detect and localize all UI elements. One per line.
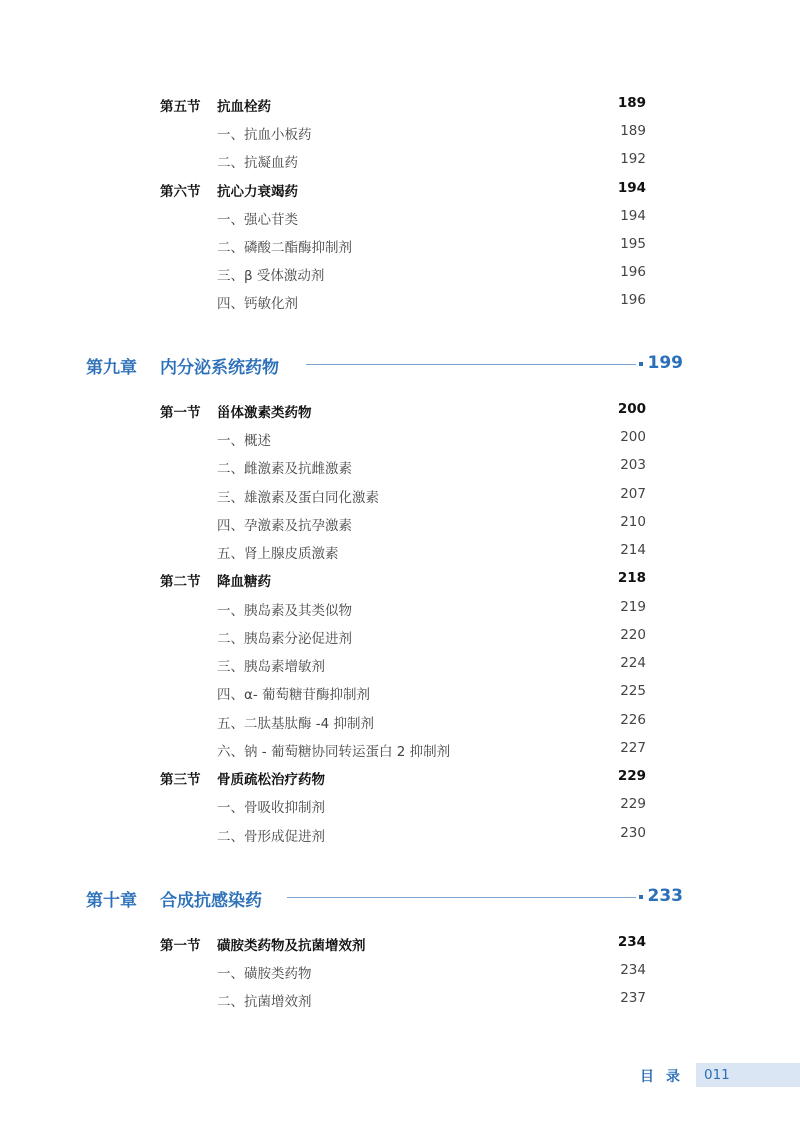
section-label: 第五节 [160, 99, 201, 115]
item-title: 二、抗凝血药 [217, 155, 298, 171]
item-page-number: 195 [620, 236, 646, 252]
item-title: 二、磷酸二酯酶抑制剂 [217, 240, 352, 256]
item-page-number: 210 [620, 514, 646, 530]
item-page-number: 194 [620, 208, 646, 224]
item-title: 四、钙敏化剂 [217, 296, 298, 312]
item-title: 一、抗血小板药 [217, 127, 312, 143]
section-label: 第二节 [160, 574, 201, 590]
chapter-leader-line [287, 897, 636, 898]
item-page-number: 226 [620, 712, 646, 728]
item-page-number: 207 [620, 486, 646, 502]
item-page-number: 196 [620, 292, 646, 308]
chapter-page-number: 233 [647, 886, 683, 906]
section-page-number: 218 [617, 570, 646, 586]
section-title: 甾体激素类药物 [217, 405, 312, 421]
section-page-number: 229 [617, 768, 646, 784]
item-page-number: 189 [620, 123, 646, 139]
item-page-number: 225 [620, 683, 646, 699]
section-title: 骨质疏松治疗药物 [217, 772, 325, 788]
footer-section-label: 目录 [640, 1069, 692, 1085]
section-title: 抗心力衰竭药 [217, 184, 298, 200]
item-page-number: 229 [620, 796, 646, 812]
chapter-leader-dot [639, 895, 643, 899]
item-title: 一、胰岛素及其类似物 [217, 603, 352, 619]
chapter-leader-dot [639, 362, 643, 366]
section-label: 第一节 [160, 405, 201, 421]
section-page-number: 189 [617, 95, 646, 111]
item-page-number: 237 [620, 990, 646, 1006]
item-title: 五、二肽基肽酶 -4 抑制剂 [217, 716, 375, 732]
item-title: 五、肾上腺皮质激素 [217, 546, 339, 562]
item-page-number: 200 [620, 429, 646, 445]
footer-page-number: 011 [704, 1067, 730, 1083]
item-title: 二、雌激素及抗雌激素 [217, 461, 352, 477]
chapter-label: 第十章 [86, 891, 137, 911]
item-page-number: 227 [620, 740, 646, 756]
section-title: 抗血栓药 [217, 99, 271, 115]
item-title: 二、骨形成促进剂 [217, 829, 325, 845]
chapter-label: 第九章 [86, 358, 137, 378]
item-title: 二、胰岛素分泌促进剂 [217, 631, 352, 647]
section-page-number: 234 [617, 934, 646, 950]
item-title: 三、雄激素及蛋白同化激素 [217, 490, 379, 506]
item-page-number: 234 [620, 962, 646, 978]
item-title: 四、α- 葡萄糖苷酶抑制剂 [217, 687, 371, 703]
section-page-number: 194 [617, 180, 646, 196]
item-title: 四、孕激素及抗孕激素 [217, 518, 352, 534]
item-title: 二、抗菌增效剂 [217, 994, 312, 1010]
chapter-page-number: 199 [647, 353, 683, 373]
section-title: 降血糖药 [217, 574, 271, 590]
section-label: 第三节 [160, 772, 201, 788]
item-title: 一、骨吸收抑制剂 [217, 800, 325, 816]
chapter-leader-line [306, 364, 636, 365]
item-title: 三、胰岛素增敏剂 [217, 659, 325, 675]
item-title: 一、磺胺类药物 [217, 966, 312, 982]
item-page-number: 192 [620, 151, 646, 167]
section-label: 第一节 [160, 938, 201, 954]
item-page-number: 224 [620, 655, 646, 671]
chapter-title: 合成抗感染药 [160, 891, 262, 911]
item-title: 一、概述 [217, 433, 271, 449]
section-page-number: 200 [617, 401, 646, 417]
item-page-number: 214 [620, 542, 646, 558]
item-page-number: 220 [620, 627, 646, 643]
item-page-number: 196 [620, 264, 646, 280]
section-label: 第六节 [160, 184, 201, 200]
item-title: 六、钠 - 葡萄糖协同转运蛋白 2 抑制剂 [217, 744, 451, 760]
item-title: 三、β 受体激动剂 [217, 268, 325, 284]
item-page-number: 203 [620, 457, 646, 473]
chapter-title: 内分泌系统药物 [160, 358, 279, 378]
section-title: 磺胺类药物及抗菌增效剂 [217, 938, 366, 954]
item-page-number: 230 [620, 825, 646, 841]
item-page-number: 219 [620, 599, 646, 615]
item-title: 一、强心苷类 [217, 212, 298, 228]
